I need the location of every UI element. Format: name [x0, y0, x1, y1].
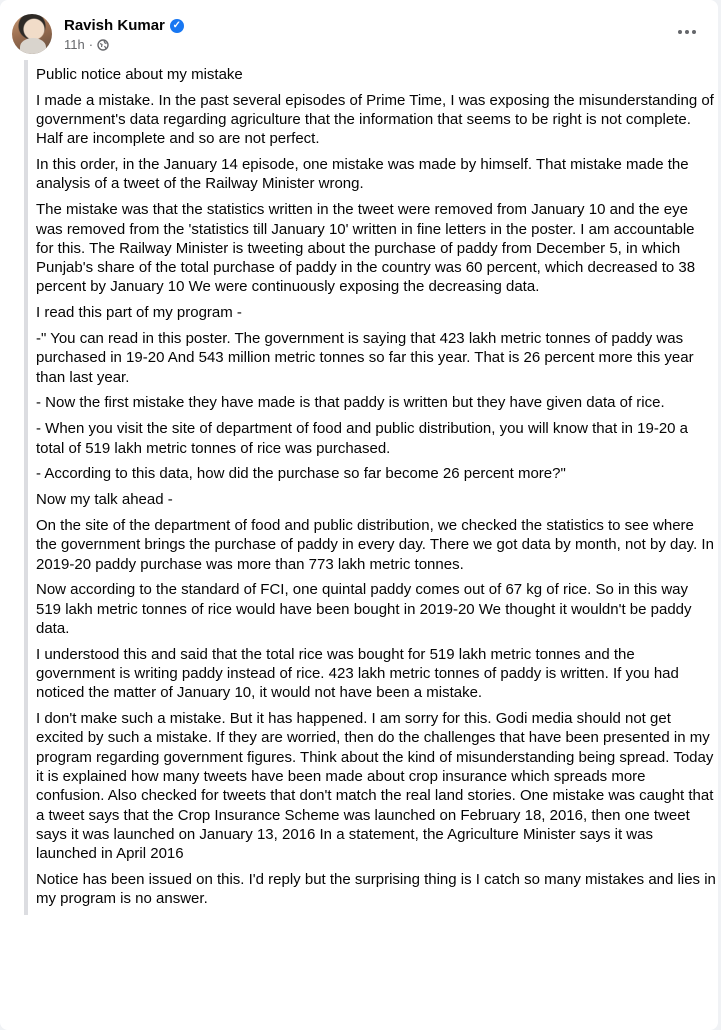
post-paragraph: -" You can read in this poster. The government is saying that 423 lakh metric tonnes of paddy was purchased in 19-20 And 543 million metric tonnes so far this year. That is 26 percent more this year than last year. [36, 330, 694, 386]
meta-separator: · [88, 37, 94, 52]
post-paragraph: I made a mistake. In the past several episodes of Prime Time, I was exposing the misunderstanding of government's data regarding agriculture that the information that seems to be right is not complete. Half are incomplete and so are not perfect. [36, 91, 714, 148]
post-paragraph: In this order, in the January 14 episode, one mistake was made by himself. That mistake made the analysis of a tweet of the Railway Minister wrong. [36, 156, 689, 193]
post-paragraph: Now according to the standard of FCI, one quintal paddy comes out of 67 kg of rice. So in this way 519 lakh metric tonnes of rice would have been bought in 2019-20 We thought it wouldn't be paddy data. [36, 581, 692, 637]
post-paragraph: - Now the first mistake they have made is that paddy is written but they have given data of rice. [36, 394, 665, 412]
post-paragraph: Notice has been issued on this. I'd reply but the surprising thing is I catch so many mistakes and lies in my program is no answer. [36, 870, 716, 908]
more-dot-icon [678, 30, 682, 34]
verified-badge-icon: ✓ [170, 19, 184, 33]
post-paragraph: I don't make such a mistake. But it has happened. I am sorry for this. Godi media should not get excited by such a mistake. If they are worried, then do the challenges that have been presented in my program regarding government figures. Think about the kind of misunderstanding being spread. Today it is explained how many tweets have been made about crop insurance which spreads more confusion. Also checked for tweets that don't match the real land stories. One mistake was caught that a tweet says that the Crop Insurance Scheme was launched on February 18, 2016, then one tweet says it was launched on January 13, 2016 In a statement, the Agriculture Minister says it was launched in April 2016 [36, 710, 714, 863]
post-paragraph: I understood this and said that the total rice was bought for 519 lakh metric tonnes and the government is writing paddy instead of rice. 423 lakh metric tonnes of paddy is written. If you had noticed the matter of January 10, it would not have been a mistake. [36, 645, 679, 702]
post-paragraph: Now my talk ahead - [36, 491, 173, 509]
author-name[interactable]: Ravish Kumar [64, 17, 165, 34]
globe-icon [97, 39, 109, 51]
post-paragraph: The mistake was that the statistics written in the tweet were removed from January 10 and the eye was removed from the 'statistics till January 10' written in fine letters in the poster. I am accountable for this. The Railway Minister is tweeting about the purchase of paddy from December 5, in which Punjab's share of the total purchase of paddy in the country was 60 percent, which decreased to 38 percent by January 10 We were continuously exposing the decreasing data. [36, 201, 696, 296]
more-dot-icon [685, 30, 689, 34]
post-header [12, 14, 706, 58]
post-text [36, 65, 716, 909]
more-options-button[interactable] [672, 20, 702, 44]
post-timestamp[interactable]: 11h [64, 37, 85, 52]
author-avatar[interactable] [12, 14, 52, 54]
post-paragraph: - According to this data, how did the purchase so far become 26 percent more?" [36, 465, 566, 483]
post-body-quote [24, 60, 716, 915]
post-paragraph: Public notice about my mistake [36, 66, 243, 83]
post-paragraph: I read this part of my program - [36, 304, 242, 322]
post-paragraph: On the site of the department of food and public distribution, we checked the statistics to see where the government brings the purchase of paddy in every day. There we got data by month, not by day. In 2019-20 paddy purchase was more than 773 lakh metric tonnes. [36, 516, 714, 573]
author-name-row [64, 17, 184, 34]
post-meta [64, 37, 109, 52]
post-paragraph: - When you visit the site of department of food and public distribution, you will know that in 19-20 a total of 519 lakh metric tonnes of rice was purchased. [36, 420, 689, 457]
more-dot-icon [692, 30, 696, 34]
